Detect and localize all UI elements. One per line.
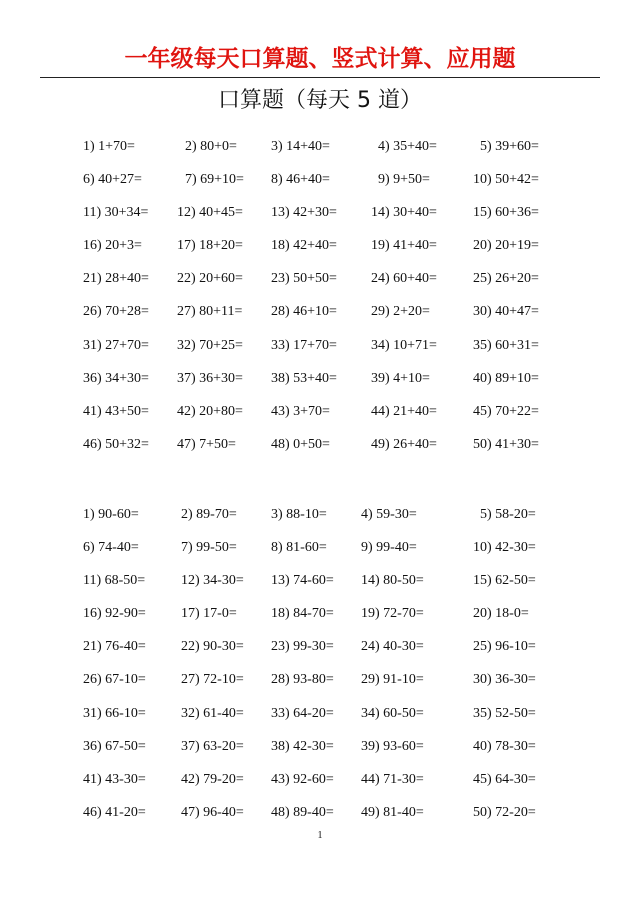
subtraction-problem-grid [0,506,640,837]
problem-cell: 7) 69+10= [185,172,244,188]
problem-cell: 21) 28+40= [83,271,149,287]
problem-cell: 16) 92-90= [83,606,146,622]
problem-cell: 48) 0+50= [271,436,330,452]
problem-cell: 34) 10+71= [371,337,437,353]
problem-cell: 35) 52-50= [473,705,536,721]
problem-cell: 21) 76-40= [83,639,146,655]
problem-cell: 36) 67-50= [83,738,146,754]
problem-cell: 45) 70+22= [473,403,539,419]
problem-cell: 37) 36+30= [177,370,243,386]
problem-cell: 48) 89-40= [271,804,334,820]
problem-cell: 8) 46+40= [271,172,330,188]
problem-cell: 11) 30+34= [83,205,149,221]
problem-cell: 46) 50+32= [83,436,149,452]
problem-cell: 8) 81-60= [271,540,327,556]
problem-cell: 2) 89-70= [181,507,237,522]
problem-row [0,705,640,738]
problem-cell: 29) 2+20= [371,304,430,320]
problem-cell: 30) 36-30= [473,672,536,688]
problem-cell: 22) 90-30= [181,639,244,655]
problem-cell: 43) 3+70= [271,403,330,419]
problem-cell: 38) 53+40= [271,370,337,386]
problem-cell: 43) 92-60= [271,771,334,787]
problem-cell: 19) 72-70= [361,606,424,622]
problem-cell: 20) 20+19= [473,238,539,254]
problem-cell: 5) 39+60= [480,139,539,154]
problem-cell: 7) 99-50= [181,540,237,556]
problem-cell: 39) 93-60= [361,738,424,754]
problem-cell: 14) 80-50= [361,573,424,589]
problem-row [0,771,640,804]
problem-cell: 49) 26+40= [371,436,437,452]
problem-cell: 38) 42-30= [271,738,334,754]
problem-cell: 23) 50+50= [271,271,337,287]
problem-cell: 33) 17+70= [271,337,337,353]
problem-cell: 3) 88-10= [271,507,327,522]
problem-cell: 13) 42+30= [271,205,337,221]
problem-cell: 13) 74-60= [271,573,334,589]
problem-row [0,403,640,436]
problem-row [0,303,640,336]
problem-cell: 22) 20+60= [177,271,243,287]
problem-cell: 17) 18+20= [177,238,243,254]
problem-row [0,539,640,572]
problem-row [0,204,640,237]
problem-row [0,171,640,204]
problem-cell: 12) 40+45= [177,205,243,221]
problem-cell: 42) 79-20= [181,771,244,787]
problem-cell: 31) 66-10= [83,705,146,721]
problem-row [0,605,640,638]
problem-cell: 9) 9+50= [378,172,430,188]
problem-cell: 50) 72-20= [473,804,536,820]
problem-cell: 18) 84-70= [271,606,334,622]
problem-row [0,138,640,171]
problem-cell: 27) 80+11= [177,304,243,320]
problem-cell: 24) 40-30= [361,639,424,655]
problem-cell: 31) 27+70= [83,337,149,353]
problem-cell: 29) 91-10= [361,672,424,688]
problem-cell: 40) 78-30= [473,738,536,754]
problem-cell: 2) 80+0= [185,139,237,154]
problem-cell: 44) 21+40= [371,403,437,419]
problem-cell: 10) 50+42= [473,172,539,188]
problem-row [0,506,640,539]
problem-cell: 25) 96-10= [473,639,536,655]
title-divider [40,77,600,78]
problem-row [0,370,640,403]
problem-row [0,738,640,771]
problem-row [0,436,640,469]
problem-cell: 39) 4+10= [371,370,430,386]
problem-cell: 15) 60+36= [473,205,539,221]
problem-cell: 3) 14+40= [271,139,330,154]
problem-row [0,572,640,605]
problem-cell: 28) 93-80= [271,672,334,688]
addition-problem-grid [0,138,640,469]
problem-cell: 16) 20+3= [83,238,142,254]
problem-cell: 26) 67-10= [83,672,146,688]
problem-cell: 32) 61-40= [181,705,244,721]
problem-cell: 28) 46+10= [271,304,337,320]
problem-cell: 47) 7+50= [177,436,236,452]
problem-cell: 25) 26+20= [473,271,539,287]
problem-cell: 1) 90-60= [83,507,139,522]
problem-cell: 4) 59-30= [361,507,417,522]
problem-cell: 17) 17-0= [181,606,237,622]
problem-cell: 14) 30+40= [371,205,437,221]
problem-cell: 44) 71-30= [361,771,424,787]
problem-cell: 23) 99-30= [271,639,334,655]
problem-cell: 41) 43-30= [83,771,146,787]
problem-cell: 4) 35+40= [378,139,437,154]
problem-cell: 1) 1+70= [83,139,135,154]
banner-title: 一年级每天口算题、竖式计算、应用题 [124,46,516,72]
problem-row [0,270,640,303]
problem-cell: 32) 70+25= [177,337,243,353]
problem-cell: 34) 60-50= [361,705,424,721]
problem-cell: 35) 60+31= [473,337,539,353]
problem-cell: 12) 34-30= [181,573,244,589]
problem-row [0,671,640,704]
problem-cell: 30) 40+47= [473,304,539,320]
problem-cell: 27) 72-10= [181,672,244,688]
problem-cell: 6) 40+27= [83,172,142,188]
problem-cell: 37) 63-20= [181,738,244,754]
problem-row [0,337,640,370]
problem-row [0,237,640,270]
problem-cell: 26) 70+28= [83,304,149,320]
problem-cell: 42) 20+80= [177,403,243,419]
problem-cell: 45) 64-30= [473,771,536,787]
page-number: 1 [317,830,323,841]
problem-cell: 9) 99-40= [361,540,417,556]
problem-cell: 36) 34+30= [83,370,149,386]
problem-cell: 15) 62-50= [473,573,536,589]
problem-cell: 18) 42+40= [271,238,337,254]
problem-cell: 5) 58-20= [480,507,536,522]
problem-cell: 20) 18-0= [473,606,529,622]
problem-cell: 49) 81-40= [361,804,424,820]
problem-cell: 41) 43+50= [83,403,149,419]
problem-cell: 6) 74-40= [83,540,139,556]
problem-cell: 19) 41+40= [371,238,437,254]
problem-cell: 50) 41+30= [473,436,539,452]
problem-row [0,638,640,671]
problem-cell: 33) 64-20= [271,705,334,721]
section-subtitle: 口算题（每天 5 道） [218,88,422,113]
problem-cell: 11) 68-50= [83,573,146,589]
problem-cell: 46) 41-20= [83,804,146,820]
problem-cell: 40) 89+10= [473,370,539,386]
problem-cell: 10) 42-30= [473,540,536,556]
problem-cell: 24) 60+40= [371,271,437,287]
problem-cell: 47) 96-40= [181,804,244,820]
